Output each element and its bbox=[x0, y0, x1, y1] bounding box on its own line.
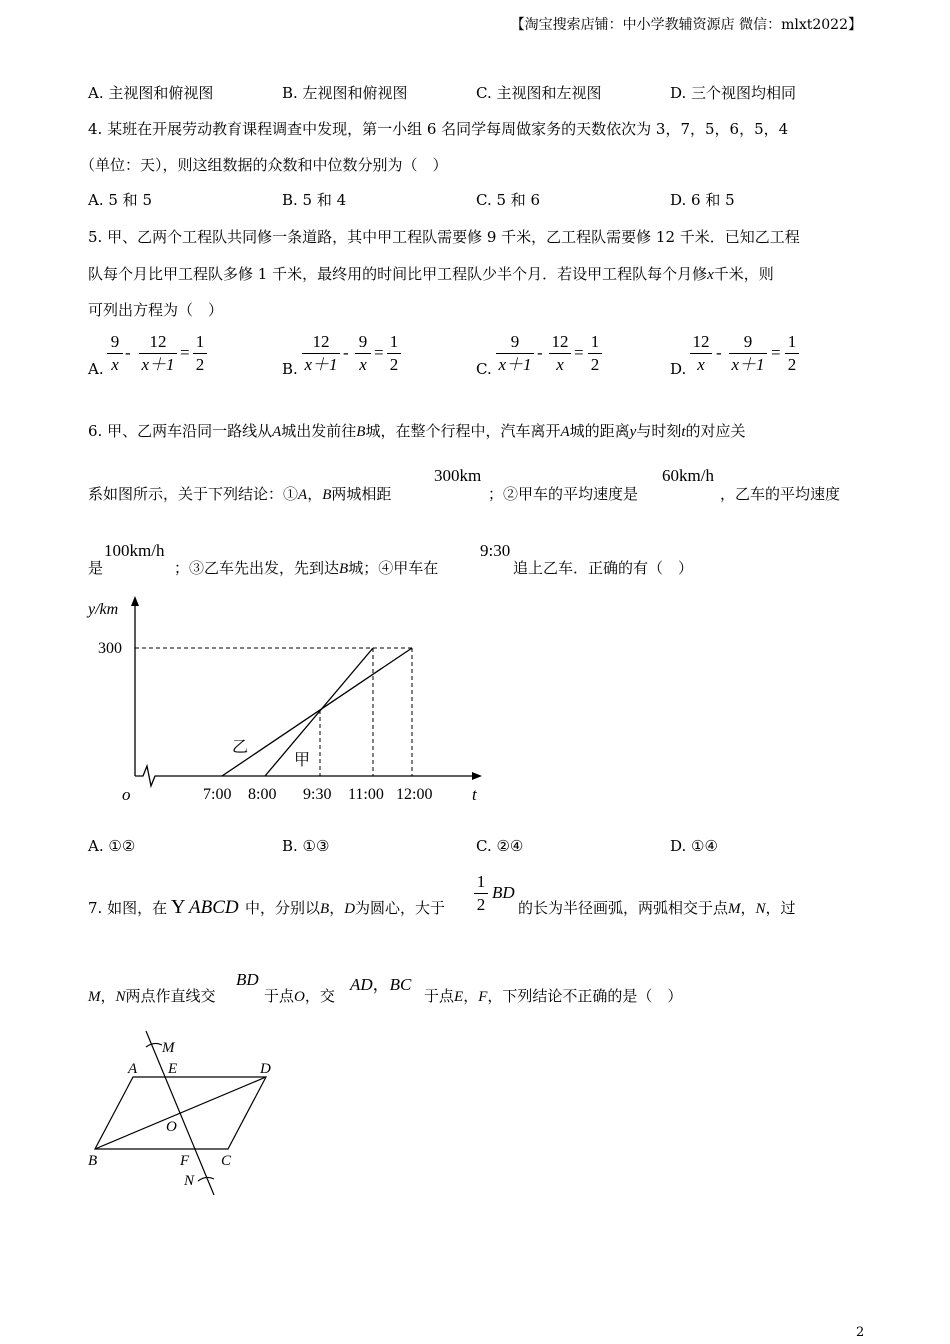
q6-distance-time-graph bbox=[80, 590, 500, 815]
q7-var-n: N bbox=[755, 901, 766, 917]
q5-d-frac2 bbox=[729, 332, 767, 375]
frac-den: x bbox=[556, 355, 564, 374]
q5-a-frac3 bbox=[193, 332, 207, 375]
y-axis-arrow bbox=[131, 596, 139, 606]
q7-text: 于点 bbox=[424, 987, 455, 1005]
q6-var-b: B bbox=[356, 424, 366, 440]
y-tick-300: 300 bbox=[98, 640, 122, 657]
frac-den: x＋1 bbox=[498, 355, 532, 374]
q7-var-d: D bbox=[344, 901, 356, 917]
q5-stem-line2 bbox=[88, 263, 774, 284]
q5-d-frac1 bbox=[690, 332, 712, 375]
q6-text: 与时刻 bbox=[636, 422, 682, 440]
q6-var-y: y bbox=[629, 424, 637, 440]
q6-stem-line2-c: ；②甲车的平均速度是 bbox=[488, 485, 639, 503]
fig-label-m: M bbox=[162, 1040, 175, 1056]
q7-parallelogram-figure bbox=[80, 1025, 300, 1205]
q5-option-a-label: A. bbox=[88, 360, 104, 378]
q5-option-b-label: B. bbox=[282, 360, 298, 378]
q5-stem-line3: 可列出方程为（ ） bbox=[88, 301, 224, 319]
fig-label-e: E bbox=[168, 1061, 178, 1077]
frac-num: 1 bbox=[590, 332, 600, 351]
q5-option-d-label: D. bbox=[670, 360, 687, 378]
arc-mark-n bbox=[198, 1177, 214, 1181]
q6-text: 的对应关 bbox=[685, 422, 746, 440]
q7-text: 中，分别以 bbox=[245, 899, 321, 917]
q5-c-frac1 bbox=[496, 332, 534, 375]
q5-var-x: x bbox=[707, 267, 714, 283]
page-number: 2 bbox=[856, 1325, 865, 1340]
q6-var-a: A bbox=[560, 424, 570, 440]
x-axis bbox=[135, 766, 476, 786]
fig-label-o: O bbox=[166, 1119, 177, 1135]
q7-text: ，交 bbox=[304, 987, 335, 1005]
q6-stem-line3-d: 追上乙车．正确的有（ ） bbox=[513, 559, 694, 577]
q7-stem-line2-b bbox=[264, 985, 335, 1006]
q6-comma: ， bbox=[307, 485, 323, 503]
q5-a-minus: - bbox=[125, 343, 131, 362]
q6-var-a: A bbox=[298, 487, 308, 503]
fig-label-f: F bbox=[180, 1153, 190, 1169]
frac-den: x bbox=[697, 355, 705, 374]
q5-d-equals: = bbox=[771, 343, 781, 362]
q7-text: 为圆心，大于 bbox=[355, 899, 446, 917]
x-tick-800: 8:00 bbox=[248, 786, 277, 803]
frac-num: 9 bbox=[110, 332, 120, 351]
frac-den: x＋1 bbox=[304, 355, 338, 374]
q6-stem-line2-a bbox=[88, 483, 391, 504]
q7-sep: ， bbox=[372, 975, 390, 994]
q7-stem-line2-a bbox=[88, 985, 216, 1006]
q6-stem-line1 bbox=[88, 420, 746, 441]
frac-den: 2 bbox=[787, 355, 797, 374]
q6-var-a: A bbox=[272, 424, 282, 440]
q6-option-d[interactable]: D. ①④ bbox=[670, 837, 718, 855]
q6-var-b: B bbox=[322, 487, 332, 503]
q5-b-frac1 bbox=[302, 332, 340, 375]
q5-b-frac2 bbox=[355, 332, 371, 375]
frac-num: 9 bbox=[358, 332, 368, 351]
frac-den: x＋1 bbox=[141, 355, 175, 374]
q6-stem-line3-a: 是 bbox=[88, 559, 104, 577]
q5-c-minus: - bbox=[537, 343, 543, 362]
q6-stem-line2-d: ，乙车的平均速度 bbox=[720, 485, 841, 503]
q6-option-c[interactable]: C. ②④ bbox=[476, 837, 524, 855]
q7-bd: BD bbox=[236, 970, 259, 989]
frac-den: 2 bbox=[389, 355, 399, 374]
q5-c-frac3 bbox=[588, 332, 602, 375]
q7-var-b: B bbox=[320, 901, 330, 917]
q5-c-frac2 bbox=[549, 332, 571, 375]
q6-text: 系如图所示，关于下列结论：① bbox=[88, 485, 299, 503]
q3-option-a[interactable]: A. 主视图和俯视图 bbox=[88, 84, 214, 102]
frac-num: 1 bbox=[476, 872, 486, 891]
q5-c-equals: = bbox=[574, 343, 584, 362]
q7-text: 于点 bbox=[264, 987, 295, 1005]
q7-half-fraction bbox=[474, 872, 488, 915]
frac-num: 1 bbox=[787, 332, 797, 351]
header-shop-text: 【淘宝搜索店铺：中小学教辅资源店 微信：mlxt2022】 bbox=[510, 17, 862, 33]
q7-bc: BC bbox=[389, 975, 412, 994]
line-mn bbox=[146, 1031, 214, 1195]
q6-text: 6. 甲、乙两车沿同一路线从 bbox=[88, 422, 273, 440]
q4-option-d[interactable]: D. 6 和 5 bbox=[670, 191, 735, 209]
frac-den: x＋1 bbox=[731, 355, 765, 374]
q5-a-frac2 bbox=[139, 332, 177, 375]
y-axis-label-text: y/km bbox=[88, 601, 119, 618]
q7-stem-line1-b bbox=[245, 897, 445, 918]
q7-ad: AD bbox=[350, 975, 373, 994]
q3-option-d[interactable]: D. 三个视图均相同 bbox=[670, 84, 797, 102]
q7-var-n: N bbox=[115, 989, 126, 1005]
q7-text: ，下列结论不正确的是（ ） bbox=[487, 987, 683, 1005]
q4-option-a[interactable]: A. 5 和 5 bbox=[88, 191, 152, 209]
q6-distance-value: 300km bbox=[434, 466, 482, 485]
line-yi bbox=[222, 648, 412, 776]
frac-num: 12 bbox=[312, 332, 330, 351]
q6-option-b[interactable]: B. ①③ bbox=[282, 837, 330, 855]
q7-text: ，过 bbox=[765, 899, 796, 917]
q7-comma: ， bbox=[740, 899, 756, 917]
q7-abcd: ABCD bbox=[189, 897, 239, 918]
frac-den: 2 bbox=[195, 355, 205, 374]
fig-label-n: N bbox=[184, 1173, 195, 1189]
q6-var-b: B bbox=[339, 561, 349, 577]
q5-b-frac3 bbox=[387, 332, 401, 375]
label-jia: 甲 bbox=[294, 752, 311, 769]
frac-num: 1 bbox=[195, 332, 205, 351]
q5-d-minus: - bbox=[716, 343, 722, 362]
q7-stem-line2-d bbox=[424, 985, 682, 1006]
fig-label-b: B bbox=[88, 1153, 98, 1169]
q6-stem-line3-b bbox=[174, 557, 438, 578]
q7-var-f: F bbox=[478, 989, 488, 1005]
q4-stem-line2: （单位：天），则这组数据的众数和中位数分别为（ ） bbox=[80, 156, 448, 174]
q7-ad-bc bbox=[350, 970, 411, 995]
q7-stem-line1-d bbox=[518, 897, 796, 918]
frac-den: x bbox=[111, 355, 119, 374]
q7-stem-line1-a: 7. 如图，在 bbox=[88, 899, 168, 917]
frac-den: 2 bbox=[476, 895, 486, 914]
q6-text: 城；④甲车在 bbox=[348, 559, 439, 577]
q5-b-minus: - bbox=[343, 343, 349, 362]
frac-num: 9 bbox=[510, 332, 520, 351]
x-tick-1100: 11:00 bbox=[348, 786, 384, 803]
q6-text: 城出发前往 bbox=[281, 422, 357, 440]
q5-a-equals: = bbox=[180, 343, 190, 362]
q5-option-c-label: C. bbox=[476, 360, 492, 378]
q7-comma: ， bbox=[100, 987, 116, 1005]
fig-label-d: D bbox=[260, 1061, 271, 1077]
q5-a-frac1 bbox=[107, 332, 123, 375]
q5-d-frac3 bbox=[785, 332, 799, 375]
q5-line2-text-a: 队每个月比甲工程队多修 1 千米，最终用的时间比甲工程队少半个月．若设甲工程队每个月修 bbox=[88, 265, 708, 283]
q6-option-a[interactable]: A. ①② bbox=[88, 837, 136, 855]
frac-num: 12 bbox=[692, 332, 710, 351]
frac-den: x bbox=[359, 355, 367, 374]
y-axis-label bbox=[86, 601, 118, 618]
fig-label-a: A bbox=[128, 1061, 138, 1077]
q6-text: 城，在整个行程中，汽车离开 bbox=[365, 422, 561, 440]
q4-stem-line1: 4. 某班在开展劳动教育课程调查中发现，第一小组 6 名同学每周做家务的天数依次为 3，7，5，6，5，4 bbox=[88, 120, 789, 138]
q5-stem-line1: 5. 甲、乙两个工程队共同修一条道路，其中甲工程队需要修 9 千米，乙工程队需要修 12 千米．已知乙工程 bbox=[88, 228, 800, 246]
x-tick-930: 9:30 bbox=[303, 786, 332, 803]
q6-text: ；③乙车先出发，先到达 bbox=[174, 559, 340, 577]
q7-var-o: O bbox=[294, 989, 305, 1005]
q6-speed-jia: 60km/h bbox=[662, 466, 714, 485]
q3-option-b[interactable]: B. 左视图和俯视图 bbox=[282, 84, 408, 102]
q7-text: 的长为半径画弧，两弧相交于点 bbox=[518, 899, 729, 917]
arc-mark-m bbox=[146, 1043, 162, 1047]
q7-var-e: E bbox=[454, 989, 464, 1005]
q6-catchup-time: 9:30 bbox=[480, 541, 511, 560]
frac-den: 2 bbox=[590, 355, 600, 374]
origin-label: o bbox=[122, 785, 131, 804]
frac-num: 1 bbox=[389, 332, 399, 351]
frac-num: 12 bbox=[149, 332, 167, 351]
q7-bd-inline: BD bbox=[492, 883, 515, 902]
q7-var-m: M bbox=[728, 901, 741, 917]
line-jia bbox=[265, 648, 373, 776]
q7-comma: ， bbox=[463, 987, 479, 1005]
q7-var-m: M bbox=[88, 989, 101, 1005]
x-tick-1200: 12:00 bbox=[396, 786, 433, 803]
q4-option-b[interactable]: B. 5 和 4 bbox=[282, 191, 347, 209]
q5-b-equals: = bbox=[374, 343, 384, 362]
q3-option-c[interactable]: C. 主视图和左视图 bbox=[476, 84, 602, 102]
frac-num: 9 bbox=[743, 332, 753, 351]
q4-option-c[interactable]: C. 5 和 6 bbox=[476, 191, 541, 209]
x-axis-label: t bbox=[472, 785, 477, 804]
q6-speed-yi: 100km/h bbox=[104, 541, 165, 560]
label-yi: 乙 bbox=[232, 739, 249, 756]
q6-text: 两城相距 bbox=[331, 485, 392, 503]
x-axis-arrow bbox=[472, 772, 482, 780]
q7-comma: ， bbox=[329, 899, 345, 917]
frac-num: 12 bbox=[551, 332, 569, 351]
q6-text: 城的距离 bbox=[569, 422, 630, 440]
x-tick-700: 7:00 bbox=[203, 786, 232, 803]
q7-text: 两点作直线交 bbox=[125, 987, 216, 1005]
q5-line2-text-b: 千米，则 bbox=[713, 265, 774, 283]
q6-var-t: t bbox=[681, 424, 686, 440]
fig-label-c: C bbox=[221, 1153, 232, 1169]
parallelogram-symbol: Y bbox=[171, 896, 186, 918]
